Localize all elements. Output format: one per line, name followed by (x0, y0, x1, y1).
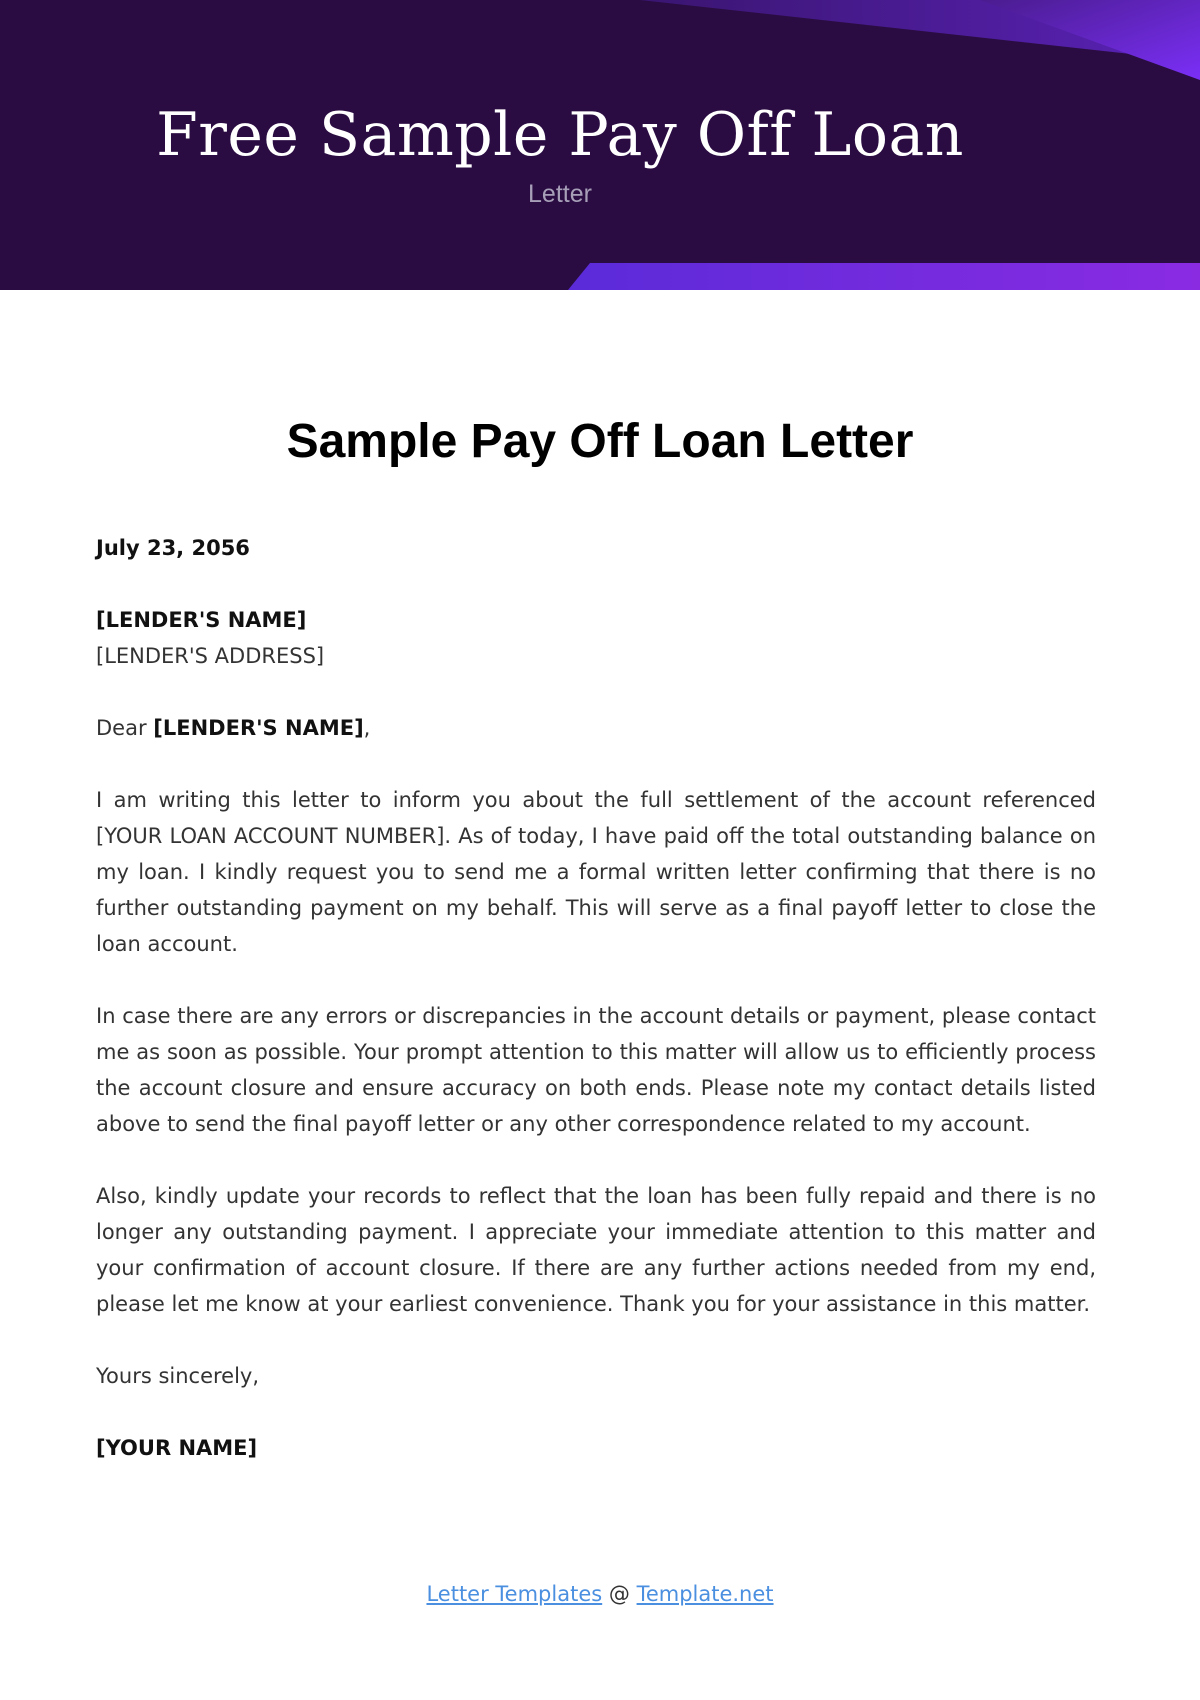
lender-name: [LENDER'S NAME] (96, 608, 307, 632)
body-paragraph-2: In case there are any errors or discrepancies in the account details or payment, please contact me as soon as possible. Your prompt attention to this matter will allow us to efficiently process the account closure and ensure accuracy on both ends. Please note my contact details listed above to send the final payoff letter or any other correspondence related to my account. (96, 1004, 1096, 1136)
closing: Yours sincerely, (96, 1364, 260, 1388)
header-banner (0, 0, 1200, 290)
letter-title: Sample Pay Off Loan Letter (286, 415, 914, 468)
salutation-suffix: , (363, 716, 371, 740)
signature: [YOUR NAME] (96, 1436, 258, 1460)
body-paragraph-3: Also, kindly update your records to reflect that the loan has been fully repaid and there is no longer any outstanding payment. I appreciate your immediate attention to this matter and your confirmation of account closure. If there are any further actions needed from my end, please let me know at your earliest convenience. Thank you for your assistance in this matter. (96, 1184, 1096, 1316)
salutation-prefix: Dear (96, 716, 147, 740)
lender-block (96, 602, 1096, 674)
lender-address: [LENDER'S ADDRESS] (96, 644, 325, 668)
body-paragraph-1: I am writing this letter to inform you about the full settlement of the account referenced [YOUR LOAN ACCOUNT NUMBER]. As of today, I have paid off the total outstanding balance on my loan. I kindly request you to send me a formal written letter confirming that there is no further outstanding payment on my behalf. This will serve as a final payoff letter to close the loan account. (96, 788, 1096, 956)
salutation-name: [LENDER'S NAME] (153, 716, 364, 740)
footer (0, 1578, 1200, 1610)
footer-separator: @ (608, 1582, 630, 1606)
banner-bottom-stripe (568, 263, 1200, 290)
salutation (96, 710, 1096, 746)
banner-title: Free Sample Pay Off Loan (156, 100, 964, 170)
letter-body (96, 530, 1096, 1466)
letter-templates-link[interactable]: Letter Templates (426, 1582, 603, 1606)
banner-subtitle: Letter (528, 180, 592, 208)
letter-date: July 23, 2056 (96, 536, 250, 560)
template-net-link[interactable]: Template.net (636, 1582, 774, 1606)
